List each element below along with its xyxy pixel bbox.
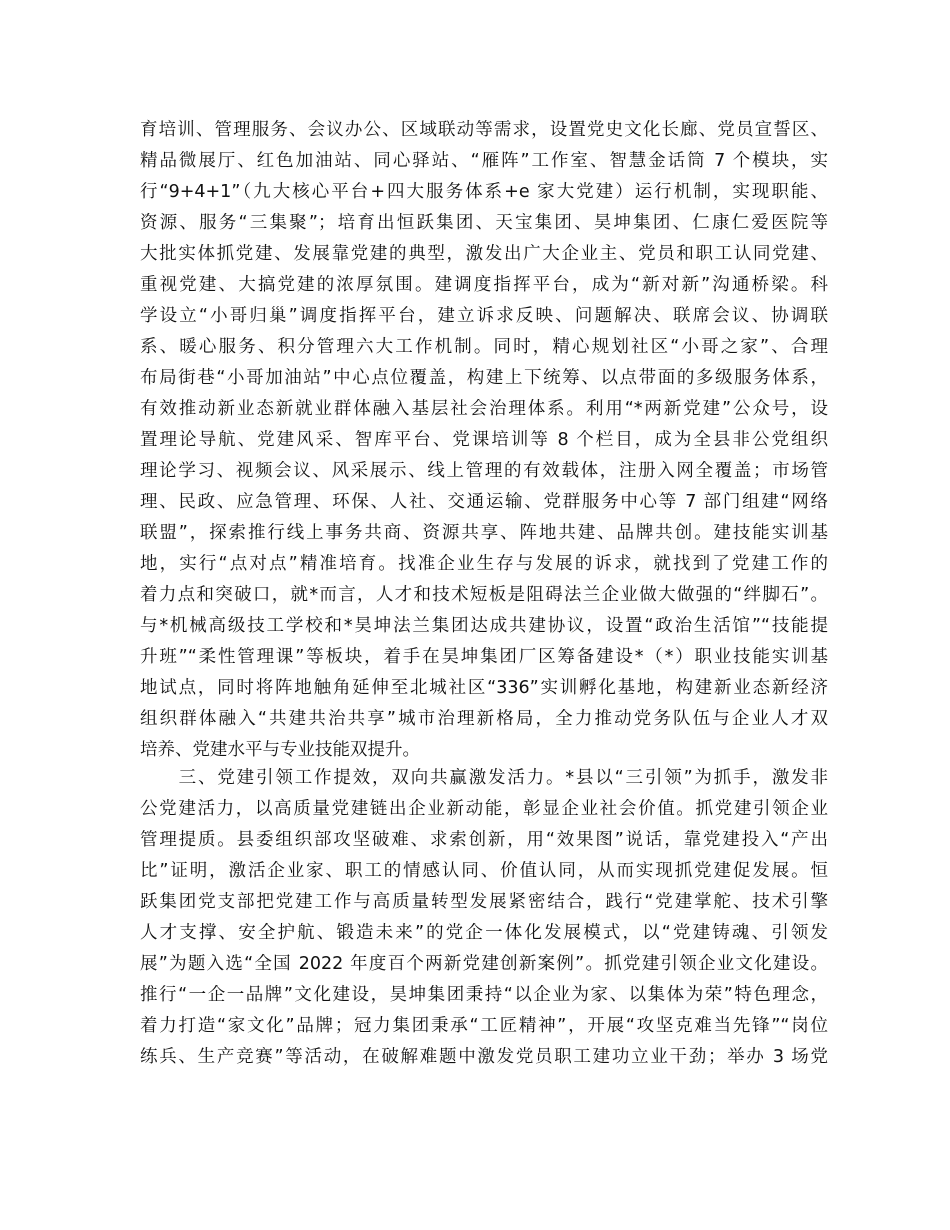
text-line: 着力点和突破口，就*而言，人才和技术短板是阻碍法兰企业做大做强的“绊脚石”。 xyxy=(140,585,828,605)
text-line: 与*机械高级技工学校和*昊坤法兰集团达成共建协议，设置“政治生活馆”“技能提 xyxy=(140,616,828,636)
text-line: 置理论导航、党建风采、智库平台、党课培训等 8 个栏目，成为全县非公党组织 xyxy=(140,430,828,450)
text-line: 培养、党建水平与专业技能双提升。 xyxy=(140,740,420,760)
text-line: 系、暖心服务、积分管理六大工作机制。同时，精心规划社区“小哥之家”、合理 xyxy=(140,337,828,357)
text-line: 地试点，同时将阵地触角延伸至北城社区“336”实训孵化基地，构建新业态新经济 xyxy=(140,678,828,698)
text-line: 推行“一企一品牌”文化建设，昊坤集团秉持“以企业为家、以集体为荣”特色理念， xyxy=(140,985,828,1005)
text-line: 管理提质。县委组织部攻坚破难、求索创新，用“效果图”说话，靠党建投入“产出 xyxy=(140,830,828,850)
text-line: 理论学习、视频会议、风采展示、线上管理的有效载体，注册入网全覆盖；市场管 xyxy=(140,461,828,481)
text-line: 资源、服务“三集聚”；培育出恒跃集团、天宝集团、昊坤集团、仁康仁爱医院等 xyxy=(140,213,828,233)
text-line: 大批实体抓党建、发展靠党建的典型，激发出广大企业主、党员和职工认同党建、 xyxy=(140,244,828,264)
body-paragraph-2 xyxy=(140,763,828,1073)
text-line: 着力打造“家文化”品牌；冠力集团秉承“工匠精神”，开展“攻坚克难当先锋”“岗位 xyxy=(140,1016,828,1036)
text-line: 联盟”，探索推行线上事务共商、资源共享、阵地共建、品牌共创。建技能实训基 xyxy=(140,523,828,543)
text-line: 比”证明，激活企业家、职工的情感认同、价值认同，从而实现抓党建促发展。恒 xyxy=(140,861,828,881)
text-line: 学设立“小哥归巢”调度指挥平台，建立诉求反映、问题解决、联席会议、协调联 xyxy=(140,306,828,326)
text-line: 布局街巷“小哥加油站”中心点位覆盖，构建上下统筹、以点带面的多级服务体系， xyxy=(140,368,828,388)
text-line: 有效推动新业态新就业群体融入基层社会治理体系。利用“*两新党建”公众号，设 xyxy=(140,399,828,419)
text-line: 人才支撑、安全护航、锻造未来”的党企一体化发展模式，以“党建铸魂、引领发 xyxy=(140,923,828,943)
text-line: 育培训、管理服务、会议办公、区域联动等需求，设置党史文化长廊、党员宣誓区、 xyxy=(140,120,828,140)
text-line: 练兵、生产竞赛”等活动，在破解难题中激发党员职工建功立业干劲；举办 3 场党 xyxy=(140,1047,828,1067)
body-paragraph-1 xyxy=(140,115,828,766)
text-line: 理、民政、应急管理、环保、人社、交通运输、党群服务中心等 7 部门组建“网络 xyxy=(140,492,828,512)
text-line: 跃集团党支部把党建工作与高质量转型发展紧密结合，践行“党建掌舵、技术引擎 xyxy=(140,892,828,912)
text-line: 重视党建、大搞党建的浓厚氛围。建调度指挥平台，成为“新对新”沟通桥梁。科 xyxy=(140,275,828,295)
text-line: 地，实行“点对点”精准培育。找准企业生存与发展的诉求，就找到了党建工作的 xyxy=(140,554,828,574)
text-line: 升班”“柔性管理课”等板块，着手在昊坤集团厂区筹备建设*（*）职业技能实训基 xyxy=(140,647,828,667)
text-line: 行“9+4+1”（九大核心平台+四大服务体系+e 家大党建）运行机制，实现职能、 xyxy=(140,182,828,202)
text-line: 展”为题入选“全国 2022 年度百个两新党建创新案例”。抓党建引领企业文化建设。 xyxy=(140,954,828,974)
text-line: 三、党建引领工作提效，双向共赢激发活力。*县以“三引领”为抓手，激发非 xyxy=(140,768,828,788)
text-line: 组织群体融入“共建共治共享”城市治理新格局，全力推动党务队伍与企业人才双 xyxy=(140,709,828,729)
text-line: 公党建活力，以高质量党建链出企业新动能，彰显企业社会价值。抓党建引领企业 xyxy=(140,799,828,819)
text-line: 精品微展厅、红色加油站、同心驿站、“雁阵”工作室、智慧金话筒 7 个模块，实 xyxy=(140,151,828,171)
